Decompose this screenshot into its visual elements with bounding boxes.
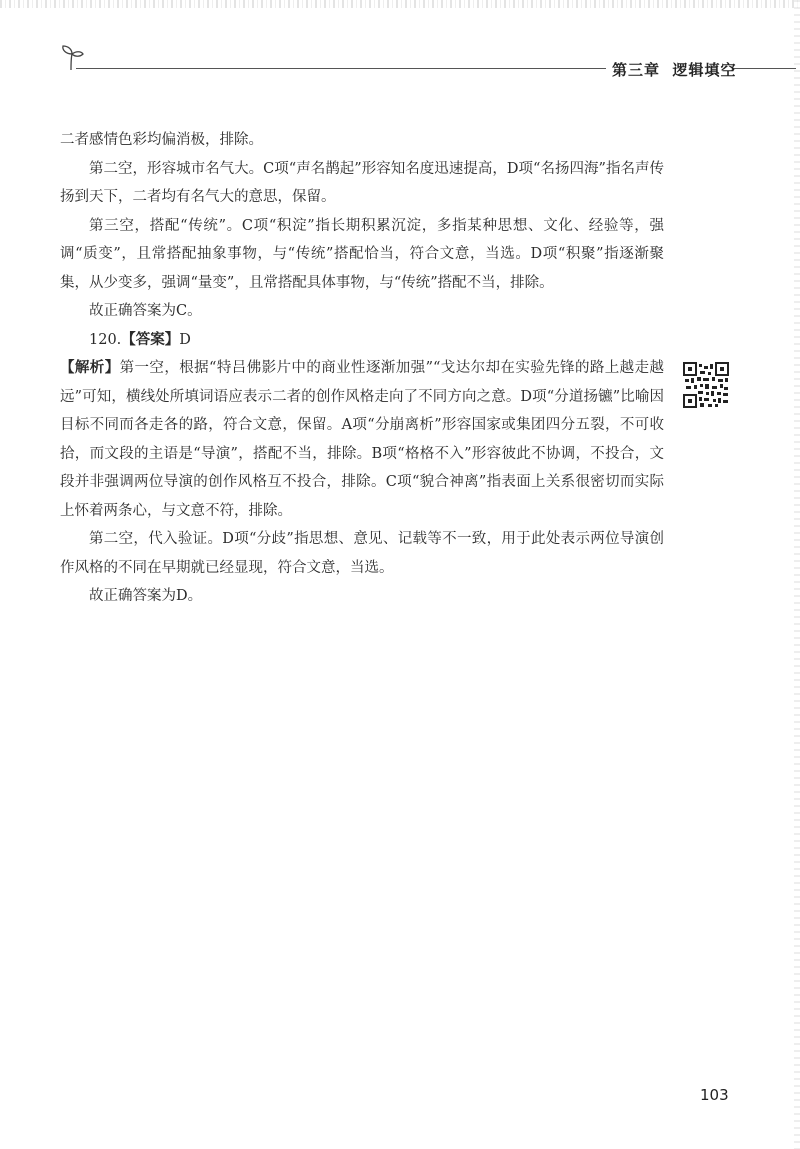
paragraph-4: 故正确答案为C。	[89, 303, 202, 319]
analysis-text: 第一空，根据“特吕佛影片中的商业性逐渐加强”“戈达尔却在实验先锋的路上越走越远”可知，横线处所填词语应表示二者的创作风格走向了不同方向之意。D项“分道扬镳”比喻因目标不同而各走各的路，符合文意，保留。A项“分崩离析”形容国家或集团四分五裂，不可收拾，而文段的主语是“导演”，搭配不当，排除。B项“格格不入”形容彼此不协调，不投合，文段并非强调两位导演的创作风格互不投合，排除。C项“貌合神离”指表面上关系很密切而实际上怀着两条心，与文意不符，排除。	[60, 360, 664, 519]
analysis-label: 【解析】	[60, 360, 120, 376]
header-rule-left	[76, 68, 606, 69]
analysis-paragraph	[60, 354, 664, 525]
chapter-section: 逻辑填空	[672, 61, 737, 79]
paragraph-8: 故正确答案为D。	[89, 588, 203, 604]
page-header	[52, 42, 800, 82]
page-number: 103	[700, 1086, 729, 1104]
page-body	[60, 126, 664, 611]
paragraph-1: 二者感情色彩均偏消极，排除。	[60, 132, 263, 148]
paragraph-2: 第二空，形容城市名气大。C项“声名鹊起”形容知名度迅速提高，D项“名扬四海”指名声传扬到天下，二者均有名气大的意思，保留。	[60, 160, 664, 205]
answer-label: 【答案】	[121, 331, 180, 348]
paragraph-3: 第三空，搭配“传统”。C项“积淀”指长期积累沉淀，多指某种思想、文化、经验等，强调“质变”，且常搭配抽象事物，与“传统”搭配恰当，符合文意，当选。D项“积聚”指逐渐聚集，从少变多，强调“量变”，且常搭配具体事物，与“传统”搭配不当，排除。	[60, 217, 664, 291]
qr-code-icon[interactable]	[683, 362, 729, 408]
answer-line	[60, 326, 664, 355]
chapter-number: 第三章	[612, 61, 661, 79]
answer-value: D	[179, 331, 191, 348]
chapter-title	[612, 59, 736, 80]
scan-edge-top	[0, 0, 800, 8]
header-rule-right	[734, 68, 796, 69]
question-number: 120.	[89, 331, 122, 348]
scan-edge-right	[794, 0, 800, 1149]
paragraph-7: 第二空，代入验证。D项“分歧”指思想、意见、记载等不一致，用于此处表示两位导演创作风格的不同在早期就已经显现，符合文意，当选。	[60, 531, 664, 576]
